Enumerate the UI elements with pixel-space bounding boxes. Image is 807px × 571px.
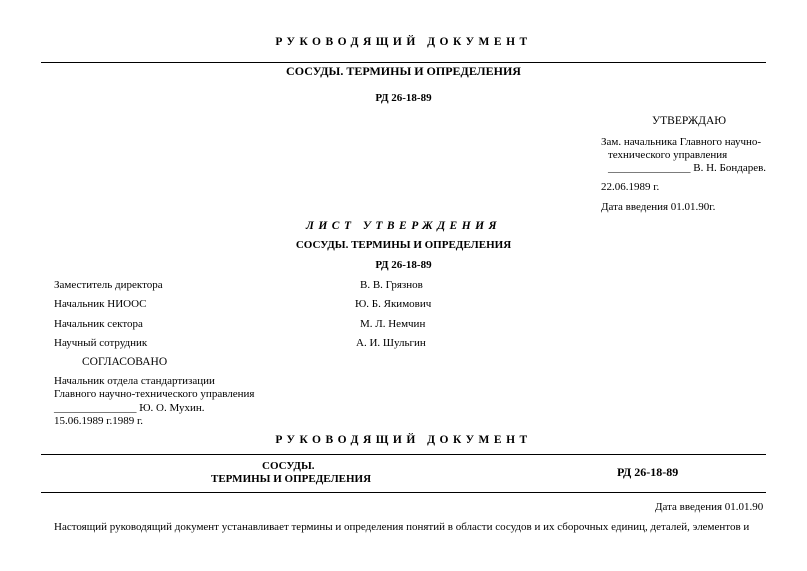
document-title: СОСУДЫ. ТЕРМИНЫ И ОПРЕДЕЛЕНИЯ (286, 64, 521, 78)
signatory-role: Начальник сектора (54, 318, 143, 330)
body-paragraph: Настоящий руководящий документ устанавливает термины и определения понятий в области сосудов и их сборочных единиц, деталей, элементов и (54, 521, 750, 533)
agreed-line2: Главного научно-технического управления (54, 388, 255, 400)
second-title-line1: СОСУДЫ. (262, 460, 315, 472)
agreed-date: 15.06.1989 г.1989 г. (54, 415, 144, 427)
signatory-name: Ю. Б. Якимович (355, 298, 432, 310)
second-header-top-divider (41, 454, 766, 455)
second-document-type-heading: РУКОВОДЯЩИЙ ДОКУМЕНТ (275, 434, 532, 446)
approval-heading: УТВЕРЖДАЮ (652, 115, 727, 127)
approval-signature-line: _______________ В. Н. Бондарев. (608, 162, 767, 174)
approval-sheet-heading: ЛИСТ УТВЕРЖДЕНИЯ (305, 220, 502, 232)
document-type-heading: РУКОВОДЯЩИЙ ДОКУМЕНТ (275, 36, 532, 48)
document-code: РД 26-18-89 (375, 92, 432, 104)
signatory-role: Заместитель директора (54, 279, 163, 291)
header-divider (41, 62, 766, 63)
signatory-name: А. И. Шульгин (356, 337, 426, 349)
approval-intro-date: Дата введения 01.01.90г. (601, 201, 716, 213)
signatory-role: Начальник НИООС (54, 298, 147, 310)
second-header-bottom-divider (41, 492, 766, 493)
approval-date: 22.06.1989 г. (601, 181, 660, 193)
second-title-line2: ТЕРМИНЫ И ОПРЕДЕЛЕНИЯ (211, 473, 372, 485)
second-intro-date: Дата введения 01.01.90 (655, 501, 764, 513)
agreed-heading: СОГЛАСОВАНО (82, 356, 168, 368)
signatory-name: М. Л. Немчин (360, 318, 426, 330)
second-document-code: РД 26-18-89 (617, 465, 679, 479)
approval-position-line2: технического управления (608, 149, 728, 161)
signatory-role: Научный сотрудник (54, 337, 148, 349)
approval-sheet-code: РД 26-18-89 (375, 259, 432, 271)
agreed-signature-line: _______________ Ю. О. Мухин. (54, 402, 205, 414)
approval-position-line1: Зам. начальника Главного научно- (601, 136, 762, 148)
signatory-name: В. В. Грязнов (360, 279, 423, 291)
agreed-line1: Начальник отдела стандартизации (54, 375, 215, 387)
approval-sheet-title: СОСУДЫ. ТЕРМИНЫ И ОПРЕДЕЛЕНИЯ (295, 239, 512, 251)
